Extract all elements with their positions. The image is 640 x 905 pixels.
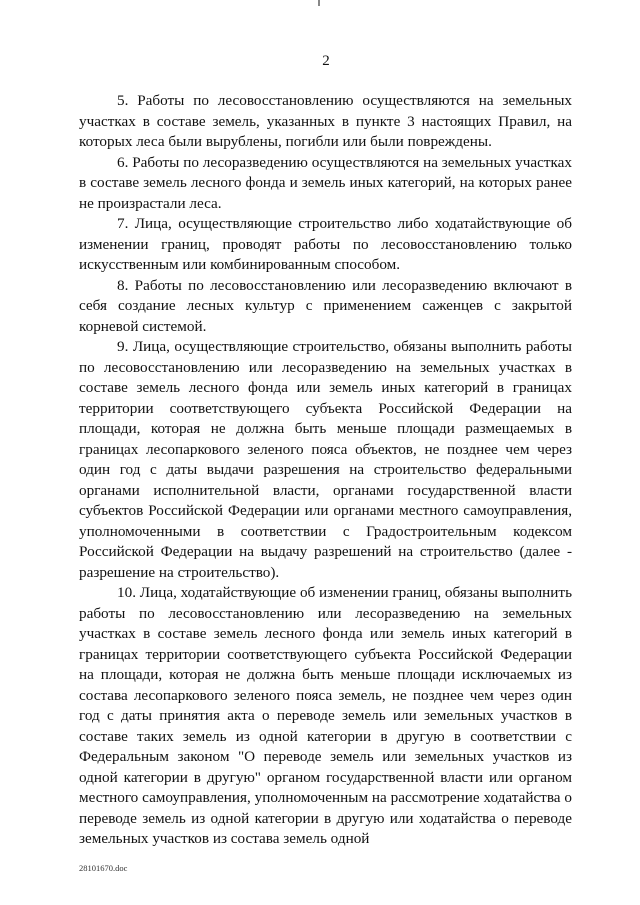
paragraph-10: 10. Лица, ходатайствующие об изменении границ, обязаны выполнить работы по лесовосстановлению или лесоразведению на земельных участках в составе земель лесного фонда или земель иных категорий в границах территории соответствующего субъекта Российской Федерации на площади, которая не должна быть меньше площади исключаемых из состава лесопаркового зеленого пояса земель, не позднее чем через один год с даты принятия акта о переводе земель или земельных участков в составе таких земель из одной категории в другую в соответствии с Федеральным законом "О переводе земель или земельных участков из одной категории в другую" органом государственной власти или органом местного самоуправления, уполномоченным на рассмотрение ходатайства о переводе земель из одной категории в другую или ходатайства о переводе земельных участков из состава земель одной bbox=[79, 584, 572, 847]
paragraph-9: 9. Лица, осуществляющие строительство, обязаны выполнить работы по лесовосстановлению или лесоразведению на земельных участках в составе земель лесного фонда или земель иных категорий в границах территории соответствующего субъекта Российской Федерации на площади, которая не должна быть меньше площади размещаемых в границах лесопаркового зеленого пояса объектов, не позднее чем через один год с даты выдачи разрешения на строительство федеральными органами исполнительной власти, органами государственной власти субъектов Российской Федерации или органами местного самоуправления, уполномоченными в соответствии с Градостроительным кодексом Российской Федерации на выдачу разрешений на строительство (далее - разрешение на строительство). bbox=[79, 338, 572, 581]
top-edge-mark bbox=[318, 0, 320, 6]
footer-filename: 28101670.doc bbox=[79, 863, 128, 873]
paragraph-8: 8. Работы по лесовосстановлению или лесоразведению включают в себя создание лесных культур с применением саженцев с закрытой корневой системой. bbox=[79, 276, 572, 335]
page-number: 2 bbox=[322, 53, 330, 69]
paragraph-5: 5. Работы по лесовосстановлению осуществляются на земельных участках в составе земель, указанных в пункте 3 настоящих Правил, на которых леса были вырублены, погибли или были повреждены. bbox=[79, 92, 572, 150]
paragraph-7: 7. Лица, осуществляющие строительство либо ходатайствующие об изменении границ, проводят работы по лесовосстановлению только искусственным или комбинированным способом. bbox=[79, 215, 572, 273]
paragraph-6: 6. Работы по лесоразведению осуществляются на земельных участках в составе земель лесного фонда и земель иных категорий, на которых ранее не произрастали леса. bbox=[79, 153, 572, 212]
document-body bbox=[79, 91, 572, 850]
